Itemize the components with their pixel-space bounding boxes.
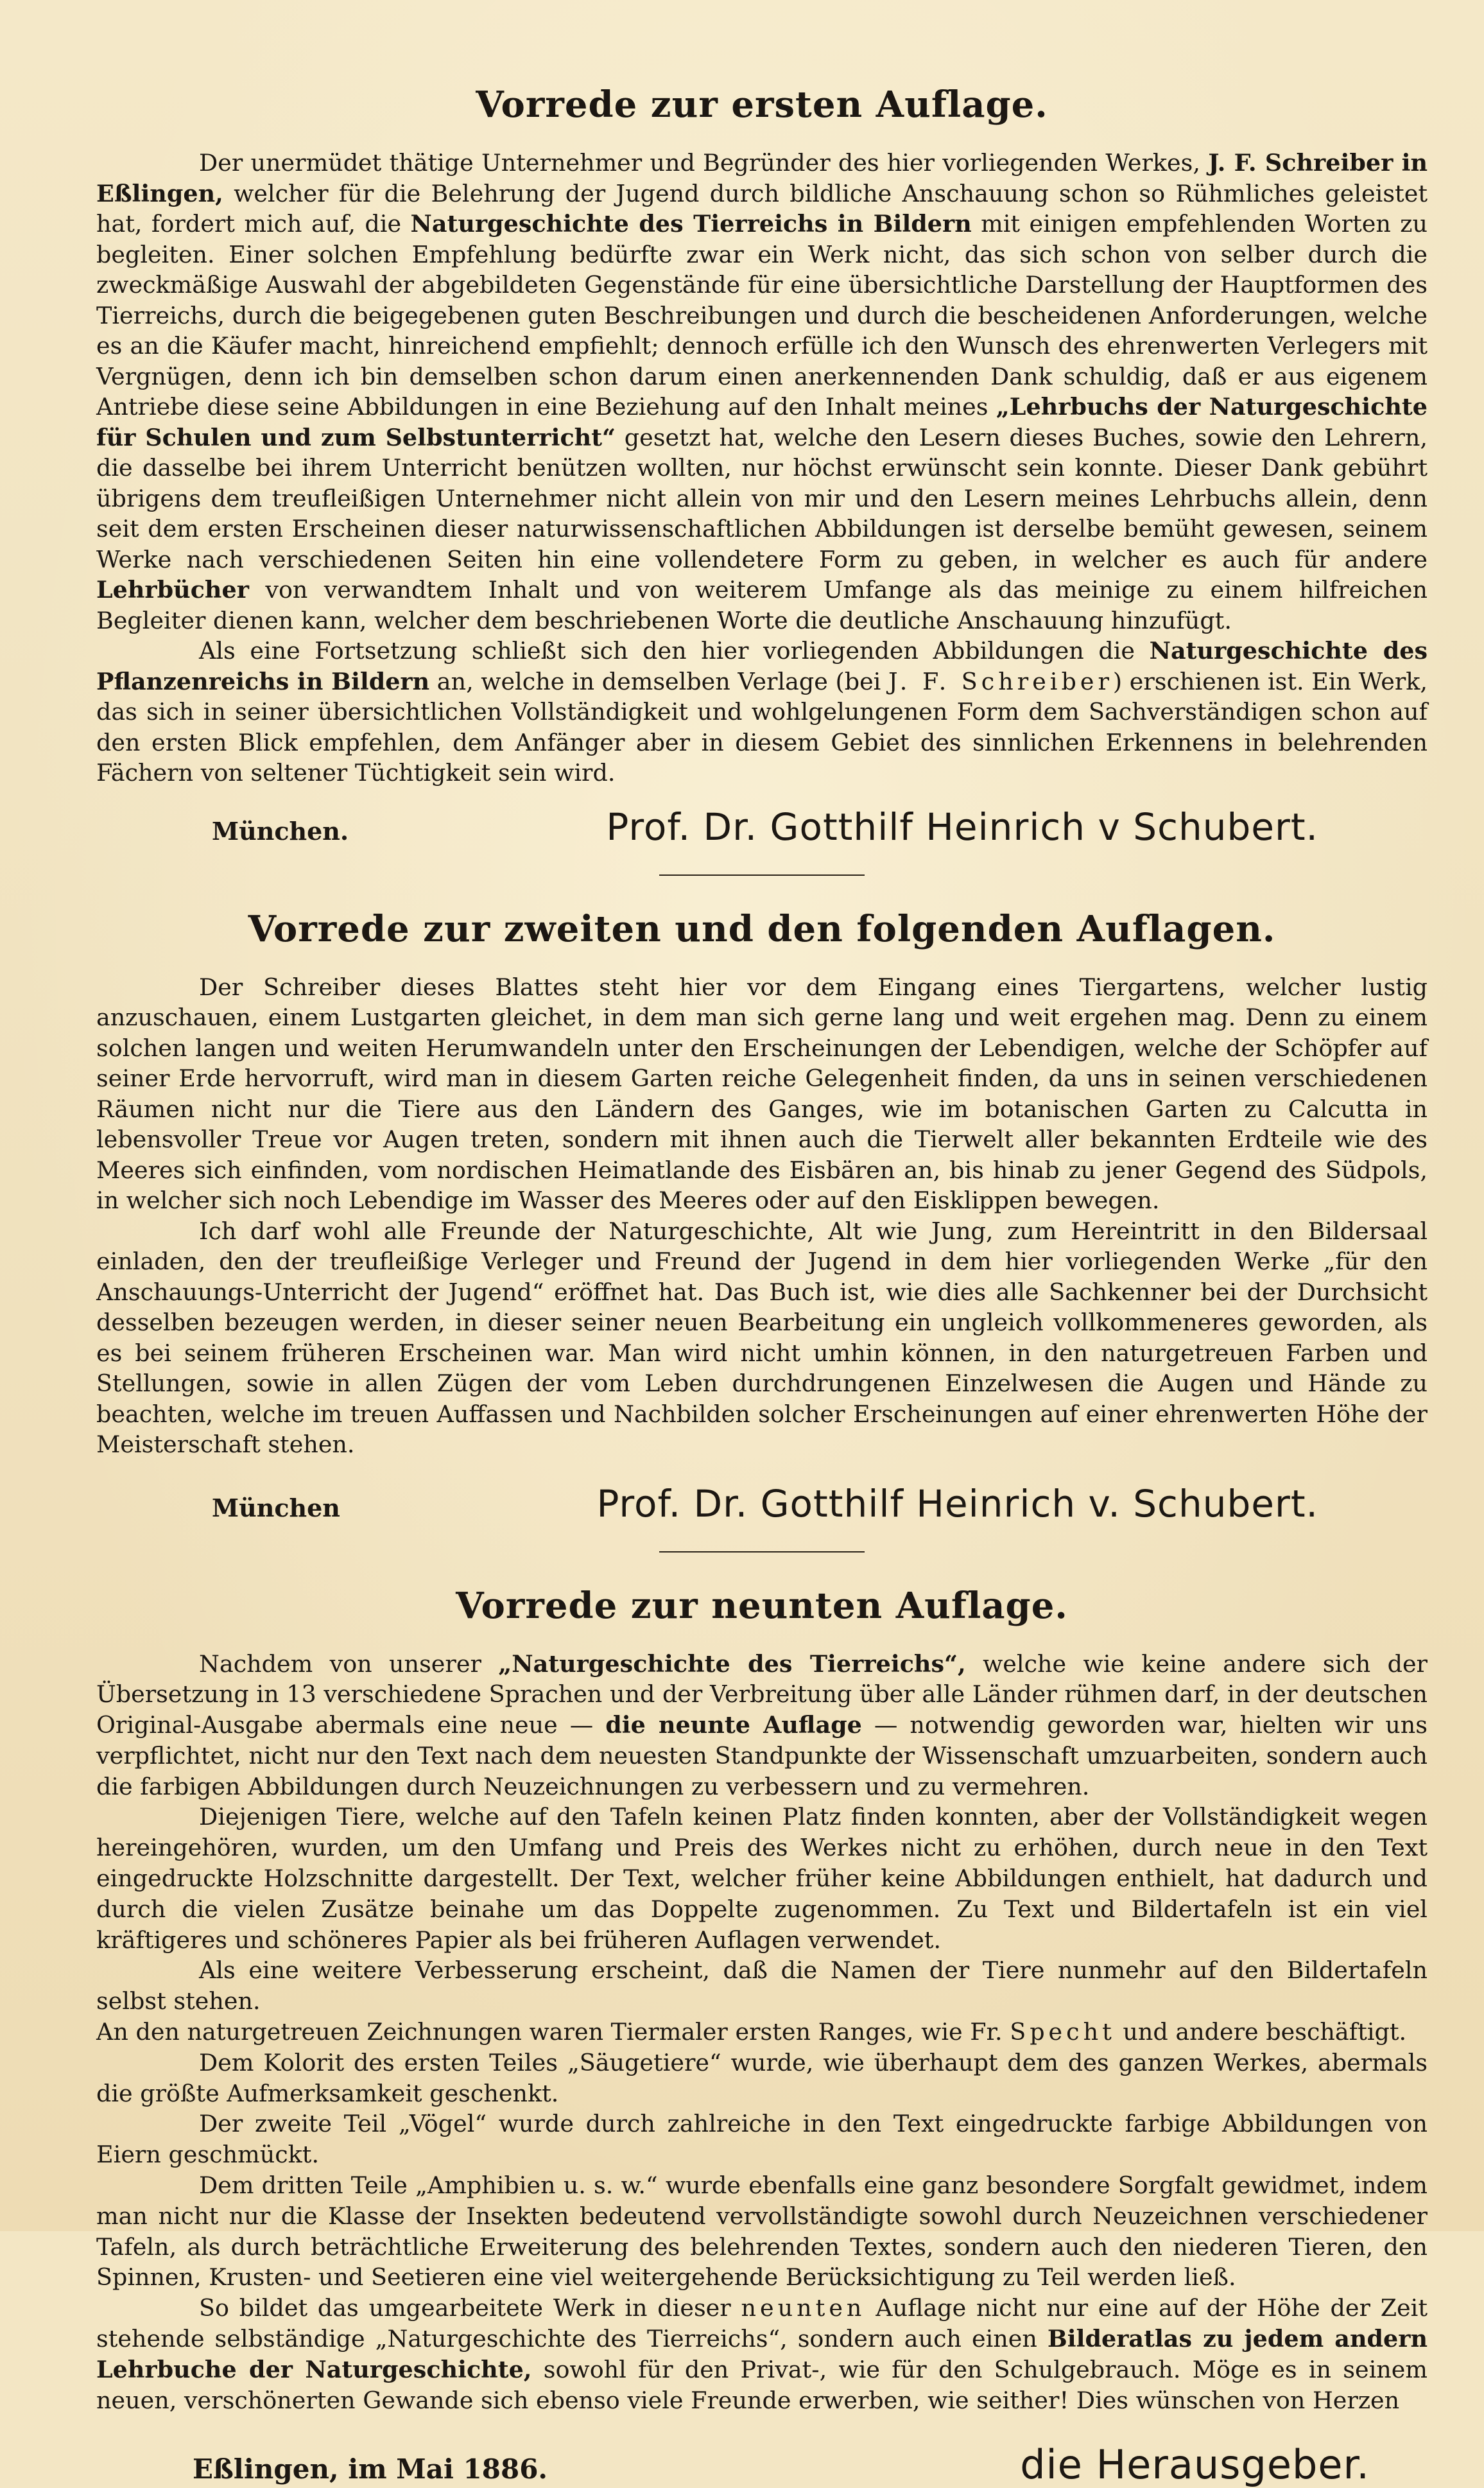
- preface-ninth-paragraph-1: [96, 1649, 1428, 1802]
- editors-signature: die Herausgeber.: [1020, 2441, 1370, 2488]
- emphasis-text: Lehrbücher: [96, 576, 249, 604]
- text-run: an, welche in demselben Verlage (bei: [429, 668, 888, 695]
- preface-ninth-paragraph-3: Als eine weitere Verbesserung erscheint, daß die Namen der Tiere nunmehr auf den Bildertafeln selbst stehen.: [96, 1955, 1428, 2017]
- text-run: Als eine Fortsetzung schließt sich den hier vorliegenden Abbildungen die: [199, 637, 1150, 665]
- signature-row: [96, 805, 1428, 849]
- text-run: Nachdem von unserer: [199, 1650, 498, 1678]
- text-run: So bildet das umgearbeitete Werk in dieser: [199, 2294, 741, 2322]
- text-run: An den naturgetreuen Zeichnungen waren Tiermaler ersten Ranges, wie Fr.: [96, 2018, 1010, 2046]
- textbook-title: „Lehrbuchs der Naturgeschichte für Schulen und zum Selbstunterricht“: [96, 393, 1428, 451]
- text-run: von verwandtem Inhalt und von weiterem Umfange als das meinige zu einem hilfreichen Begleiter dienen kann, welcher dem beschriebenen Worte die deutliche Anschauung hinzufügt.: [96, 576, 1428, 634]
- preface-first-paragraph-2: [96, 636, 1428, 788]
- preface-ninth-paragraph-7: Dem dritten Teile „Amphibien u. s. w.“ wurde ebenfalls eine ganz besondere Sorgfalt gewidmet, indem man nicht nur die Klasse der Insekten bedeutend vervollständigte sowohl durch Neuzeichnen verschiedener Tafeln, als durch beträchtliche Erweiterung des belehrenden Textes, sondern auch den niederen Tieren, den Spinnen, Krusten- und Seetieren eine viel weitergehende Berücksichtigung zu Teil werden ließ.: [96, 2170, 1428, 2293]
- preface-second-title: Vorrede zur zweiten und den folgenden Auflagen.: [96, 908, 1428, 950]
- text-run: sowohl für den Privat-, wie für den Schulgebrauch. Möge es in seinem neuen, verschönerten Gewande sich ebenso viele Freunde erwerben, wie seither! Dies wünschen von Herzen: [96, 2356, 1428, 2414]
- publisher-name: J. F. Schreiber in Eßlingen,: [96, 149, 1428, 207]
- text-run: Auflage nicht nur eine auf der Höhe der Zeit stehende selbständige „Naturgeschichte des Tierreichs“, sondern auch einen: [96, 2294, 1428, 2353]
- text-run: — notwendig geworden war, hielten wir uns verpflichtet, nicht nur den Text nach dem neuesten Standpunkte der Wissenschaft umzuarbeiten, sondern auch die farbigen Abbildungen durch Neuzeichnungen zu verbessern und zu vermehren.: [96, 1711, 1428, 1800]
- companion-book-title: Naturgeschichte des Pflanzenreichs in Bildern: [96, 637, 1428, 695]
- text-run: mit einigen empfehlenden Worten zu begleiten. Einer solchen Empfehlung bedürfte zwar ein Werk nicht, das sich schon von selber durch die zweckmäßige Auswahl der abgebildeten Gegenstände für eine übersichtliche Darstellung der Hauptformen des Tierreichs, durch die beigegebenen guten Beschreibungen und durch die bescheidenen Anforderungen, welche es an die Käufer macht, hinreichend empfiehlt; dennoch erfülle ich den Wunsch des ehrenwerten Verlegers mit Vergnügen, denn ich bin demselben schon darum einen anerkennenden Dank schuldig, daß er aus eigenem Antriebe diese seine Abbildungen in eine Beziehung auf den Inhalt meines: [96, 210, 1428, 421]
- place-name: München: [212, 1493, 340, 1522]
- publisher-name-spaced: J. F. Schreiber: [888, 668, 1113, 695]
- text-run: ) erschienen ist. Ein Werk, das sich in seiner übersichtlichen Vollständigkeit und wohlgelungenen Form dem Sachverständigen schon auf den ersten Blick empfehlen, dem Anfänger aber in diesem Gebiet des sinnlichen Erkennens in belehrenden Fächern von seltener Tüchtigkeit sein wird.: [96, 668, 1428, 787]
- preface-second-paragraph-2: Ich darf wohl alle Freunde der Naturgeschichte, Alt wie Jung, zum Hereintritt in den Bildersaal einladen, den der treufleißige Verleger und Freund der Jugend in dem hier vorliegenden Werke „für den Anschauungs-Unterricht der Jugend“ eröffnet hat. Das Buch ist, wie dies alle Sachkenner bei der Durchsicht desselben bezeugen werden, in dieser seiner neuen Bearbeitung ein ungleich vollkommeneres geworden, als es bei seinem früheren Erscheinen war. Man wird nicht umhin können, in den naturgetreuen Farben und Stellungen, sowie in allen Zügen der vom Leben durchdrungenen Einzelwesen die Augen und Hände zu beachten, welche im treuen Auffassen und Nachbilden solcher Erscheinungen auf einer ehrenwerten Höhe der Meisterschaft stehen.: [96, 1216, 1428, 1460]
- preface-ninth-paragraph-8: [96, 2293, 1428, 2415]
- preface-first-title: Vorrede zur ersten Auflage.: [96, 83, 1428, 126]
- place-name: München.: [212, 817, 349, 846]
- author-signature: Prof. Dr. Gotthilf Heinrich v Schubert.: [606, 805, 1318, 849]
- preface-first-paragraph-1: [96, 148, 1428, 636]
- preface-second-paragraph-1: Der Schreiber dieses Blattes steht hier vor dem Eingang eines Tiergartens, welcher lustig anzuschauen, einem Lustgarten gleichet, in dem man sich gerne lang und weit ergehen mag. Denn zu einem solchen langen und weiten Herumwandeln unter den Erscheinungen der Lebendigen, welche der Schöpfer auf seiner Erde hervorruft, wird man in diesem Garten reiche Gelegenheit finden, da uns in seinen verschiedenen Räumen nicht nur die Tiere aus den Ländern des Ganges, wie im botanischen Garten zu Calcutta in lebensvoller Treue vor Augen treten, sondern mit ihnen auch die Tierwelt aller bekannten Erdteile wie des Meeres sich einfinden, vom nordischen Heimatlande des Eisbären an, bis hinab zu jener Gegend des Südpols, in welcher sich noch Lebendige im Wasser des Meeres oder auf den Eisklippen bewegen.: [96, 972, 1428, 1216]
- book-title: „Naturgeschichte des Tierreichs“,: [498, 1650, 965, 1678]
- place-and-date: Eßlingen, im Mai 1886.: [193, 2453, 548, 2485]
- author-signature: Prof. Dr. Gotthilf Heinrich v. Schubert.: [596, 1482, 1318, 1526]
- edition-name: die neunte Auflage: [605, 1711, 862, 1739]
- text-run: gesetzt hat, welche den Lesern dieses Buches, sowie den Lehrern, die dasselbe bei ihrem Unterricht benützen wollten, nur höchst erwünscht sein konnte. Dieser Dank gebührt übrigens dem treufleißigen Unternehmer nicht allein von mir und den Lesern meines Lehrbuchs allein, denn seit dem ersten Erscheinen dieser naturwissenschaftlichen Abbildungen ist derselbe bemüht gewesen, seinem Werke nach verschiedenen Seiten hin eine vollendetere Form zu geben, in welcher es auch für andere: [96, 424, 1428, 573]
- text-run: welcher für die Belehrung der Jugend durch bildliche Anschauung schon so Rühmliches geleistet hat, fordert mich auf, die: [96, 180, 1428, 238]
- preface-ninth-paragraph-6: Der zweite Teil „Vögel“ wurde durch zahlreiche in den Text eingedruckte farbige Abbildungen von Eiern geschmückt.: [96, 2109, 1428, 2170]
- preface-first-edition: [96, 83, 1428, 849]
- text-run: und andere beschäftigt.: [1116, 2018, 1406, 2046]
- closing-row: [96, 2441, 1428, 2488]
- preface-ninth-title: Vorrede zur neunten Auflage.: [96, 1585, 1428, 1627]
- preface-ninth-paragraph-2: Diejenigen Tiere, welche auf den Tafeln keinen Platz finden konnten, aber der Vollständigkeit wegen hereingehören, wurden, um den Umfang und Preis des Werkes nicht zu erhöhen, durch neue in den Text eingedruckte Holzschnitte dargestellt. Der Text, welcher früher keine Abbildungen enthielt, hat dadurch und durch die vielen Zusätze beinahe um das Doppelte zugenommen. Zu Text und Bildertafeln ist ein viel kräftigeres und schöneres Papier als bei früheren Auflagen verwendet.: [96, 1802, 1428, 1955]
- painter-name: Specht: [1010, 2018, 1116, 2046]
- text-run: welche wie keine andere sich der Übersetzung in 13 verschiedene Sprachen und der Verbreitung über alle Länder rühmen darf, in der deutschen Original-Ausgabe abermals eine neue —: [96, 1650, 1428, 1739]
- book-title: Naturgeschichte des Tierreichs in Bildern: [410, 210, 971, 238]
- preface-ninth-edition: [96, 1585, 1428, 2488]
- preface-ninth-paragraph-4: [96, 2017, 1428, 2048]
- section-divider: [659, 1551, 865, 1553]
- atlas-title: Bilderatlas zu jedem andern Lehrbuche der Naturgeschichte,: [96, 2325, 1428, 2383]
- edition-number: neunten: [741, 2294, 866, 2322]
- text-run: Der unermüdet thätige Unternehmer und Begründer des hier vorliegenden Werkes,: [199, 149, 1208, 177]
- signature-row: [96, 1482, 1428, 1526]
- preface-ninth-paragraph-5: Dem Kolorit des ersten Teiles „Säugetiere“ wurde, wie überhaupt dem des ganzen Werkes, abermals die größte Aufmerksamkeit geschenkt.: [96, 2048, 1428, 2109]
- section-divider: [659, 874, 865, 876]
- preface-second-edition: [96, 908, 1428, 1526]
